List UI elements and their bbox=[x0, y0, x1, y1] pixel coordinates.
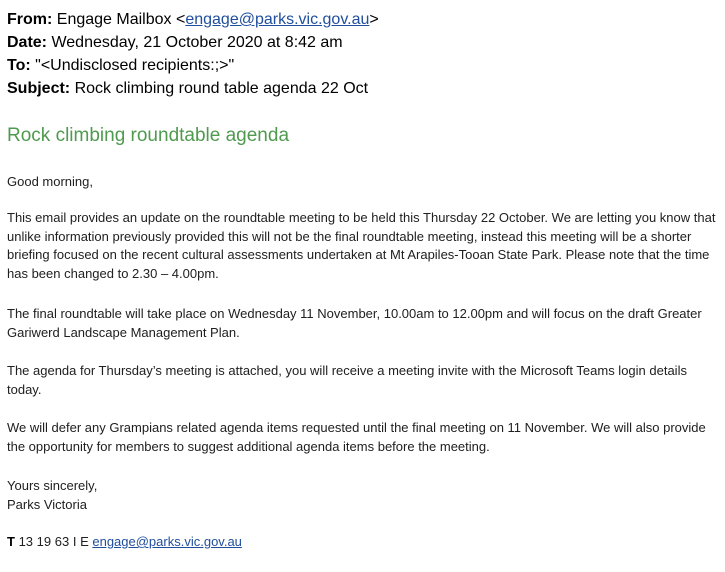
to-value: "<Undisclosed recipients:;>" bbox=[35, 57, 235, 74]
paragraph-4: We will defer any Grampians related agenda items requested until the final meeting on 11 November. We will also provide the opportunity for members to suggest additional agenda items before the meeting. bbox=[7, 420, 706, 454]
email-header bbox=[7, 8, 379, 100]
subject-value: Rock climbing round table agenda 22 Oct bbox=[74, 80, 369, 97]
contact-email-link[interactable]: engage@parks.vic.gov.au bbox=[92, 534, 242, 549]
from-label: From: bbox=[7, 11, 53, 28]
date-value: Wednesday, 21 October 2020 at 8:42 am bbox=[51, 34, 343, 51]
from-email-open: < bbox=[175, 11, 186, 28]
email-label: E bbox=[80, 534, 89, 549]
sign-off bbox=[7, 477, 719, 514]
email-heading: Rock climbing roundtable agenda bbox=[7, 125, 290, 146]
contact-separator: I bbox=[72, 534, 77, 549]
to-row bbox=[7, 54, 379, 77]
from-name: Engage Mailbox bbox=[56, 11, 172, 28]
phone-number: 13 19 63 bbox=[18, 534, 70, 549]
to-label: To: bbox=[7, 57, 31, 74]
subject-row bbox=[7, 77, 379, 100]
closing: Yours sincerely, bbox=[7, 478, 98, 493]
from-row bbox=[7, 8, 379, 31]
greeting: Good morning, bbox=[7, 174, 93, 189]
phone-label: T bbox=[7, 534, 15, 549]
paragraph-2: The final roundtable will take place on Wednesday 11 November, 10.00am to 12.00pm and will focus on the draft Greater Gariwerd Landscape Management Plan. bbox=[7, 306, 702, 340]
from-email-link[interactable]: engage@parks.vic.gov.au bbox=[185, 11, 370, 28]
paragraph-1: This email provides an update on the roundtable meeting to be held this Thursday 22 October. We are letting you know that unlike information previously provided this will not be the final roundtable meeting, instead this meeting will be a shorter briefing focused on the recent cultural assessments undertaken at Mt Arapiles-Tooan State Park. Please note that the time has been changed to 2.30 – 4.00pm. bbox=[7, 210, 716, 281]
date-label: Date: bbox=[7, 34, 48, 51]
subject-label: Subject: bbox=[7, 80, 71, 97]
from-email-close: > bbox=[369, 11, 379, 28]
date-row bbox=[7, 31, 379, 54]
contact-line bbox=[7, 533, 719, 552]
paragraph-3: The agenda for Thursday’s meeting is attached, you will receive a meeting invite with the Microsoft Teams login details today. bbox=[7, 363, 687, 397]
signature: Parks Victoria bbox=[7, 496, 87, 512]
